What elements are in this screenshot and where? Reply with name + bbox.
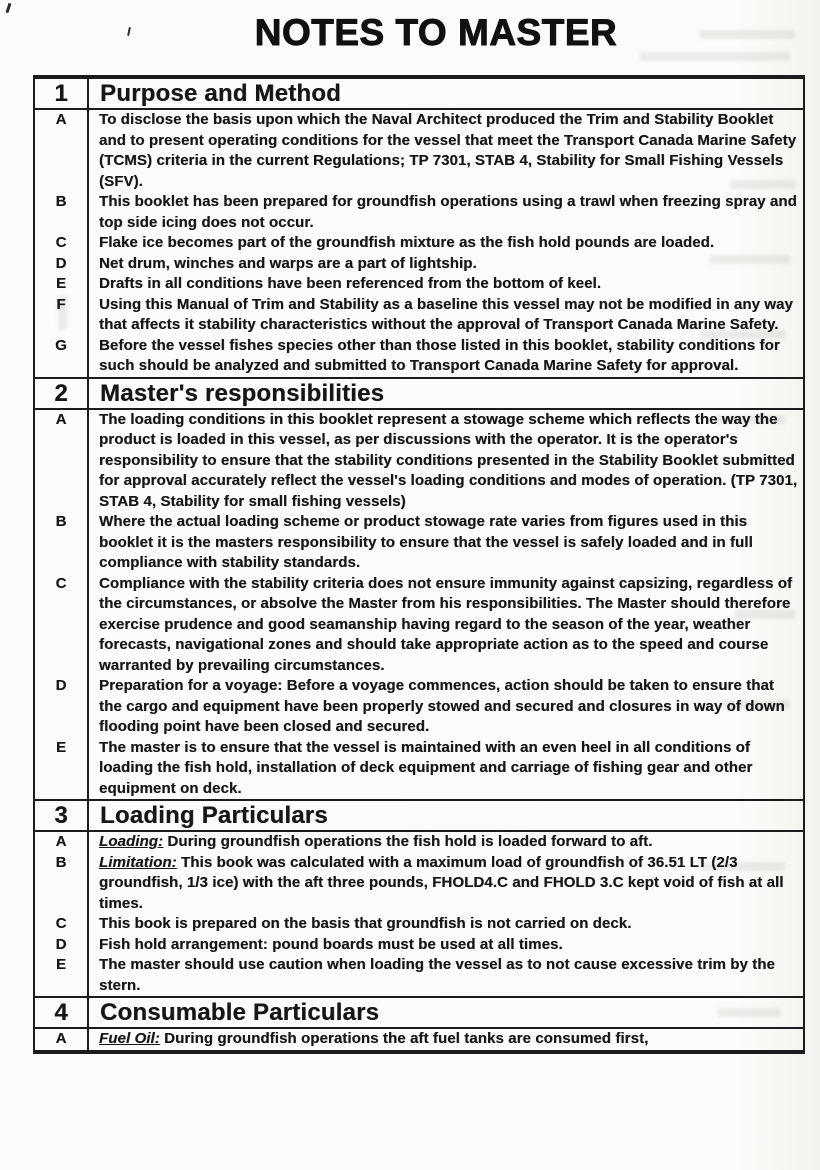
section-heading: Master's responsibilities <box>100 379 385 407</box>
item-text: Compliance with the stability criteria does not ensure immunity against capsizing, regardless of the circumstances, or absolve the Master from his responsibilities. The Master should therefore exercise prudence and good seamanship having regard to the season of the year, weather forecasts, navigational zones and should take appropriate action as to the speed and course warranted by prevailing circumstances. <box>99 574 793 674</box>
item-text: The master is to ensure that the vessel is maintained with an even heel in all conditions of loading the fish hold, installation of deck equipment and carriage of fishing gear and other equipment on deck. <box>99 738 753 797</box>
item-text-body: During groundfish operations the aft fuel tanks are consumed first, <box>159 1030 649 1047</box>
item-text: This booklet has been prepared for groundfish operations using a trawl when freezing spray and top side icing does not occur. <box>99 193 797 231</box>
item-text: This book is prepared on the basis that groundfish is not carried on deck. <box>99 915 632 932</box>
page-title: NOTES TO MASTER <box>254 12 618 53</box>
table-row <box>35 295 803 336</box>
table-row <box>35 738 803 800</box>
item-letter: A <box>35 1029 89 1050</box>
table-row <box>35 853 803 915</box>
section-heading: Loading Particulars <box>100 802 328 829</box>
table-row <box>35 336 803 377</box>
item-text: Drafts in all conditions have been referenced from the bottom of keel. <box>99 275 602 292</box>
item-letter: F <box>35 295 89 336</box>
item-letter: D <box>35 676 89 738</box>
item-text <box>89 1029 803 1050</box>
item-letter: B <box>35 853 89 915</box>
section-header <box>35 799 803 832</box>
table-row <box>35 676 803 738</box>
table-row <box>35 254 803 275</box>
item-letter: E <box>35 274 89 295</box>
item-letter: C <box>35 914 89 935</box>
table-row <box>35 574 803 677</box>
section-number: 1 <box>35 79 89 108</box>
item-letter: D <box>35 935 89 956</box>
section-number: 3 <box>35 801 89 830</box>
item-text: To disclose the basis upon which the Naval Architect produced the Trim and Stability Booklet and to present operating conditions for the vessel that meet the Transport Canada Marine Safety (TCMS) criteria in the current Regulations; TP 7301, STAB 4, Stability for Small Fishing Vessels (SFV). <box>99 111 797 190</box>
item-letter: A <box>35 110 89 192</box>
item-letter: E <box>35 738 89 800</box>
table-row <box>35 233 803 254</box>
section-number: 4 <box>35 998 89 1027</box>
item-lead-label: Loading: <box>99 833 164 850</box>
item-letter: C <box>35 574 89 677</box>
item-letter: B <box>35 192 89 233</box>
table-row <box>35 955 803 996</box>
item-letter: A <box>35 410 89 513</box>
item-text <box>89 853 803 915</box>
item-text: Preparation for a voyage: Before a voyage commences, action should be taken to ensure that the cargo and equipment have been properly stowed and secured and closures in way of down flooding point have been closed and secured. <box>99 677 785 735</box>
item-text: Flake ice becomes part of the groundfish mixture as the fish hold pounds are loaded. <box>99 234 715 251</box>
item-text-body: During groundfish operations the fish hold is loaded forward to aft. <box>163 833 653 850</box>
section-header <box>35 377 803 410</box>
item-letter: B <box>35 512 89 574</box>
item-text-body: This book was calculated with a maximum load of groundfish of 36.51 LT (2/3 groundfish, 1/3 ice) with the aft three pounds, FHOLD4.C and FHOLD 3.C kept void of fish at all times. <box>99 853 784 912</box>
notes-table <box>33 75 805 1054</box>
table-row <box>35 1029 803 1052</box>
item-lead-label: Fuel Oil: <box>99 1030 160 1047</box>
table-row <box>35 410 803 513</box>
item-text: Where the actual loading scheme or product stowage rate varies from figures used in this booklet it is the masters responsibility to ensure that the vessel is safely loaded and in full compliance with stability standards. <box>99 513 753 571</box>
section-header <box>35 996 803 1029</box>
table-row <box>35 935 803 956</box>
table-row <box>35 512 803 574</box>
table-row <box>35 110 803 192</box>
item-text: Net drum, winches and warps are a part of lightship. <box>99 254 477 272</box>
section-header <box>35 79 803 110</box>
table-row <box>35 192 803 233</box>
item-text: Using this Manual of Trim and Stability as a baseline this vessel may not be modified in any way that affects it stability characteristics without the approval of Transport Canada Marine Safety. <box>99 295 793 333</box>
item-text: Fish hold arrangement: pound boards must be used at all times. <box>99 935 563 953</box>
item-letter: E <box>35 955 89 996</box>
section-heading: Purpose and Method <box>100 80 341 107</box>
item-letter: C <box>35 233 89 254</box>
item-letter: D <box>35 254 89 275</box>
item-letter: G <box>35 336 89 377</box>
table-row <box>35 914 803 935</box>
table-row <box>35 274 803 295</box>
item-text: The master should use caution when loading the vessel as to not cause excessive trim by the stern. <box>99 956 775 994</box>
item-lead-label: Limitation: <box>99 853 177 871</box>
section-heading: Consumable Particulars <box>100 999 380 1026</box>
item-letter: A <box>35 832 89 853</box>
table-row <box>35 832 803 853</box>
item-text: Before the vessel fishes species other than those listed in this booklet, stability conditions for such should be analyzed and submitted to Transport Canada Marine Safety for approval. <box>99 336 780 374</box>
item-text <box>89 832 803 853</box>
scan-mark <box>6 3 12 13</box>
item-text: The loading conditions in this booklet represent a stowage scheme which reflects the way the product is loaded in this vessel, as per discussions with the operator. It is the operator's responsibility to ensure that the stability conditions presented in the Stability Booklet submitted for approval accurately reflect the vessel's loading conditions and modes of operation. (TP 7301, STAB 4, Stability for small fishing vessels) <box>99 410 798 510</box>
section-number: 2 <box>35 379 89 408</box>
